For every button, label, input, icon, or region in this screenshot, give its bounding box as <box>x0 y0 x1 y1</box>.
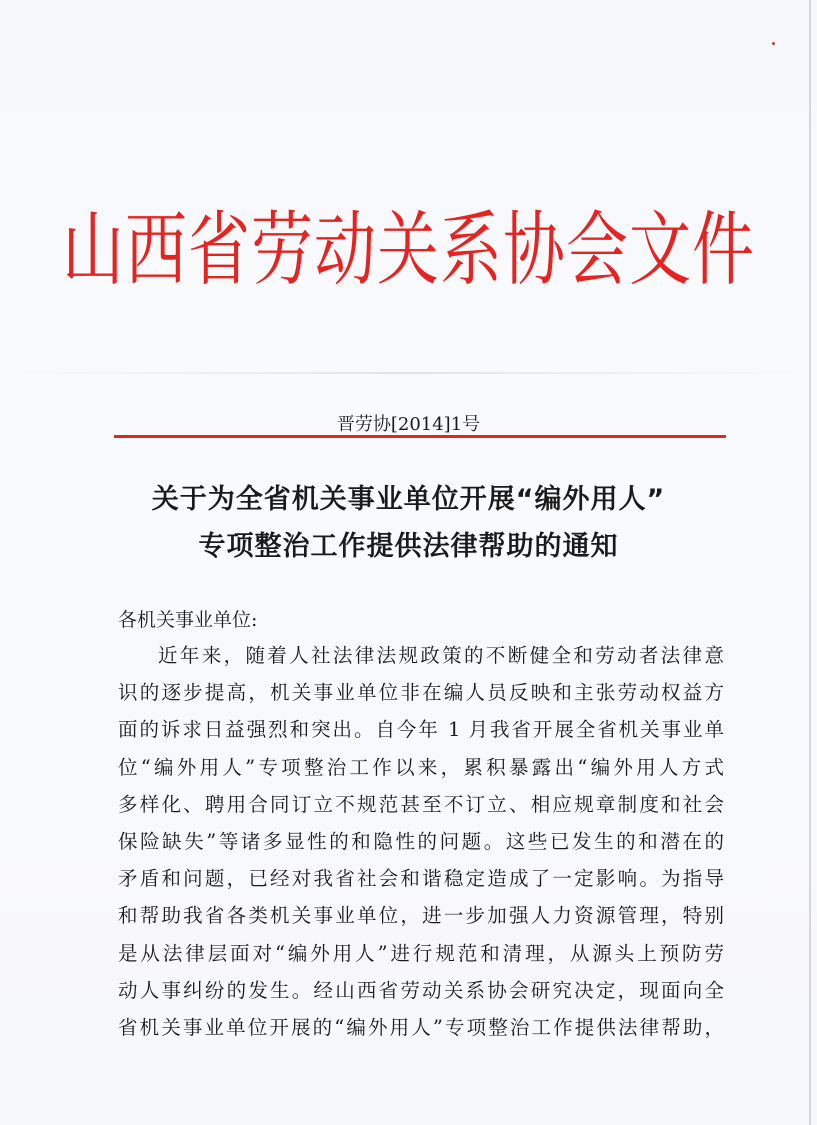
document-number: 晋劳协[2014]1号 <box>336 414 481 435</box>
document-title-line-2: 专项整治工作提供法律帮助的通知 <box>198 531 619 562</box>
document-title-line-1: 关于为全省机关事业单位开展“编外用人” <box>151 484 666 515</box>
body-line: 保险缺失”等诸多显性的和隐性的问题。这些已发生的和潜在的 <box>118 830 724 853</box>
body-line: 动人事纠纷的发生。经山西省劳动关系协会研究决定，现面向全 <box>118 978 724 1002</box>
body-line: 省机关事业单位开展的“编外用人”专项整治工作提供法律帮助， <box>118 1016 724 1039</box>
body-line: 是从法律层面对“编外用人”进行规范和清理，从源头上预防劳 <box>118 941 724 965</box>
paper-speck <box>772 42 775 45</box>
body-line: 和帮助我省各类机关事业单位，进一步加强人力资源管理，特别 <box>118 904 724 928</box>
body-line: 多样化、聘用合同订立不规范甚至不订立、相应规章制度和社会 <box>118 792 724 816</box>
body-line: 位“编外用人”专项整治工作以来，累积暴露出“编外用人方式 <box>118 755 724 779</box>
body-line: 近年来，随着人社法律法规政策的不断健全和劳动者法律意 <box>158 644 724 667</box>
body-line: 识的逐步提高，机关事业单位非在编人员反映和主张劳动权益方 <box>118 681 724 705</box>
salutation: 各机关事业单位: <box>118 609 258 631</box>
org-header-title: 山西省劳动关系协会文件 <box>61 202 755 298</box>
red-divider-rule <box>114 435 726 438</box>
paper-fold-line <box>0 372 817 374</box>
body-line: 矛盾和问题，已经对我省社会和谐稳定造成了一定影响。为指导 <box>118 867 724 891</box>
body-line: 面的诉求日益强烈和突出。自今年 1 月我省开展全省机关事业单 <box>118 718 724 742</box>
